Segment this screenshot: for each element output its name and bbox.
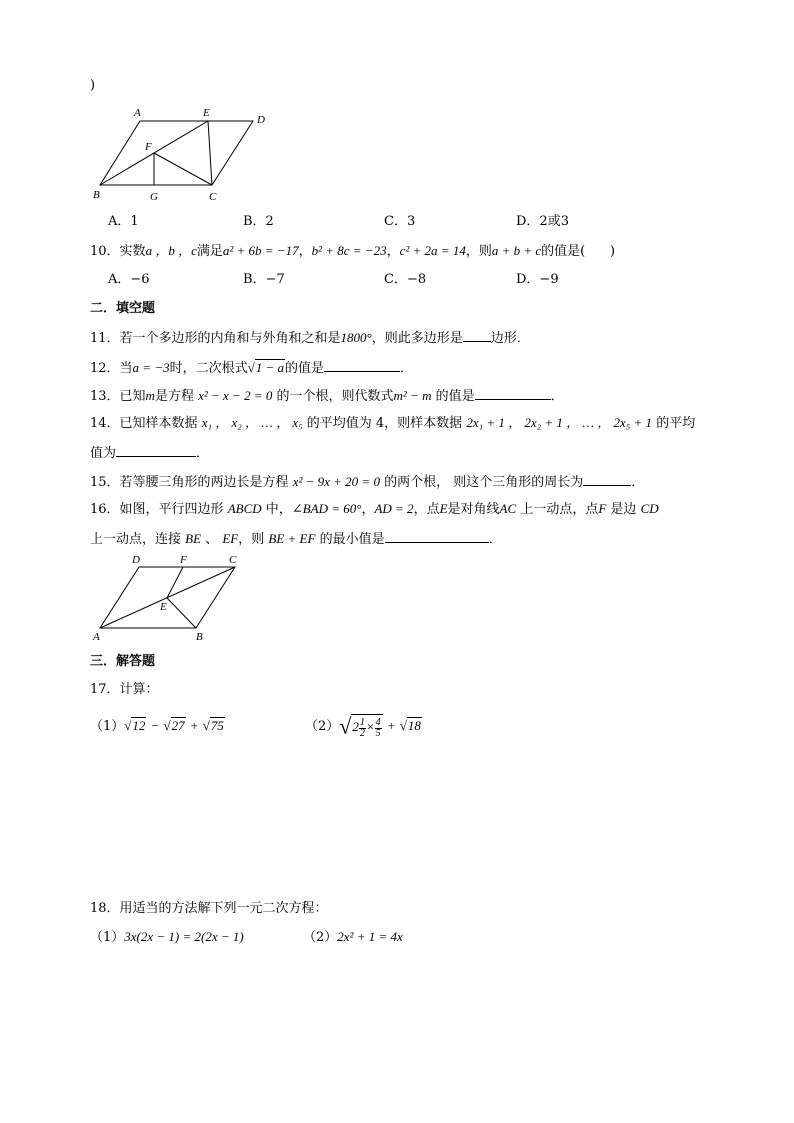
q10-option-a: A．−6 [108,272,150,287]
q18-part2: （2）2x² + 1 = 4x [303,929,403,945]
q9-option-a: A．1 [108,214,139,229]
q16-label-b: B [196,631,203,643]
q9-option-c: C．3 [384,214,416,229]
q15-answer-blank [583,471,631,486]
q10-option-b: B．−7 [243,272,285,287]
q9-line-ec [208,121,212,185]
q18-part1: （1）3x(2x − 1) = 2(2x − 1) [90,929,244,945]
q9-label-c: C [209,191,217,203]
q9-parallelogram [100,121,253,185]
section-solve-heading: 三．解答题 [90,654,156,669]
q16-stem-line1: 16．如图，平行四边形 ABCD 中，∠BAD = 60°，AD = 2，点E是对角线AC 上一动点，点F 是边 CD [90,501,659,517]
q16-parallelogram-figure [88,548,248,646]
q16-label-a: A [93,631,100,643]
q9-label-f: F [145,141,152,153]
q12-stem: 12．当a = −3时，二次根式√1 − a的值是 ． [90,357,413,378]
q9-stem-tail: ) [90,78,96,93]
q11-answer-blank [463,327,491,342]
q9-label-d: D [257,114,265,126]
q9-parallelogram-figure [88,103,278,203]
q15-stem: 15．若等腰三角形的两边长是方程 x² − 9x + 20 = 0 的两个根， 则这个三角形的周长为 ． [90,471,644,492]
q9-option-d: D．2或3 [516,214,569,229]
q9-label-b: B [93,189,100,201]
q16-line-fe [167,567,183,598]
q9-line-fc [154,153,212,185]
q17-title: 17．计算： [90,682,159,697]
q13-answer-blank [475,385,551,400]
q9-option-b: B．2 [243,214,274,229]
q10-option-d: D．−9 [516,272,559,287]
q14-stem-line2: 值为 ． [90,442,209,463]
q16-line-eb [167,598,196,628]
q11-stem: 11．若一个多边形的内角和与外角和之和是1800°，则此多边形是 边形． [90,327,530,348]
q9-label-e: E [203,107,210,119]
q9-label-a: A [134,107,141,119]
q16-stem-line2: 上一动点，连接 BE 、 EF，则 BE + EF 的最小值是 ． [90,528,502,549]
q9-label-g: G [150,191,158,203]
q13-stem: 13．已知m是方程 x² − x − 2 = 0 的一个根，则代数式m² − m 的值是 ． [90,385,564,406]
q16-label-c: C [229,554,237,566]
q17-part2: （2）√2 $\frac{1}{2}$ × $\frac{4}{5}$ + √18 [305,713,421,739]
section-fill-in-heading: 二．填空题 [90,301,156,316]
q10-stem: 10．实数a ，b ，c满足a² + 6b = −17，b² + 8c = −23，c² + 2a = 14，则a + b + c的值是( ) [90,243,616,259]
q12-answer-blank [324,357,400,372]
q16-label-f: F [180,554,187,566]
q16-answer-blank [385,528,489,543]
q16-label-d: D [132,554,140,566]
q18-title: 18．用适当的方法解下列一元二次方程： [90,901,328,916]
q17-part1: （1）√12 − √27 + √75 [90,718,224,734]
q14-answer-blank [116,442,196,457]
q14-stem-line1: 14．已知样本数据 x₁ ， x₂ ， … ， x₅ 的平均值为 4，则样本数据 2x₁ + 1 ， 2x₂ + 1 ， … ， 2x₅ + 1 的平均 [90,415,696,431]
q10-option-c: C．−8 [384,272,427,287]
q16-label-e: E [160,601,167,613]
